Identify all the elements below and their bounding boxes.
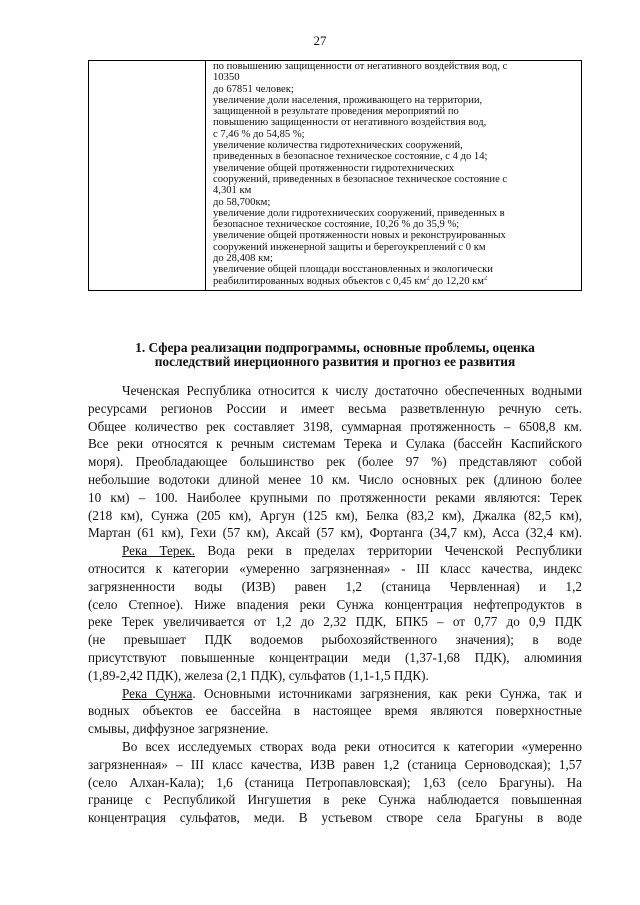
text-line: (1,89-2,42 ПДК), железа (2,1 ПДК), сульфатов (1,1-1,5 ПДК). (88, 667, 429, 683)
section-heading (88, 341, 582, 369)
section-heading-line: последствий инерционного развития и прогноз ее развития (154, 354, 516, 369)
indicators-table (88, 60, 582, 291)
table-line: до 58,700км; (213, 196, 271, 208)
superscript-2: 2 (484, 275, 488, 282)
superscript-2: 2 (426, 275, 430, 282)
final-line-text-a: реабилитированных водных объектов с 0,45 км (213, 275, 427, 287)
table-line: увеличение общей протяженности новых и реконструированных (213, 230, 506, 242)
text-line: моря). Преобладающее большинство рек (более 97 %) представляют собой (88, 454, 582, 470)
paragraph (88, 738, 582, 827)
table-line: безопасное техническое состояние, 10,26 % до 35,9 %; (213, 219, 460, 231)
text-line: Все реки относятся к речным системам Терека и Сулака (бассейн Каспийского (88, 436, 582, 452)
table-line: по повышению защищенности от негативного воздействия вод, с (213, 61, 508, 72)
section-heading-line: 1. Сфера реализации подпрограммы, основные проблемы, оценка (135, 340, 535, 355)
text-line: загрязненности воды (ИЗВ) равен 1,2 (станица Червленная) и 1,2 (88, 578, 582, 594)
table-cell-empty (89, 61, 206, 291)
text-line (88, 542, 582, 560)
text-line: Мартан (61 км), Гехи (57 км), Аксай (57 км), Фортанга (34,7 км), Асса (32,4 км). (88, 525, 582, 541)
table-line: сооружений инженерной защиты и берегоукреплений с 0 км (213, 241, 486, 253)
text-line: Во всех исследуемых створах вода реки относится к категории «умеренно (122, 738, 582, 754)
table-line: приведенных в безопасное техническое состояние, с 4 до 14; (213, 151, 488, 163)
text-line: 10 км) – 100. Наиболее крупными по протяженности реками являются: Терек (88, 489, 582, 505)
page-number: 27 (313, 33, 327, 48)
table-cell-indicators (206, 61, 582, 291)
text-line: Чеченская Республика относится к числу достаточно обеспеченных водными (122, 383, 582, 398)
text-line: относится к категории «умеренно загрязненная» - III класс качества, индекс (88, 560, 582, 576)
river-sunzha-label: Река Сунжа (122, 685, 193, 701)
paragraph-river-sunzha (88, 685, 582, 738)
text-line: концентрация сульфатов, меди. В устьевом створе села Брагуны в воде (88, 810, 582, 826)
text-line (88, 685, 582, 703)
text-fragment: Вода реки в пределах территории Чеченской Республики (195, 543, 582, 559)
table-line: 10350 (213, 72, 240, 84)
table-line: с 7,46 % до 54,85 %; (213, 128, 305, 140)
table-line: увеличение общей протяженности гидротехнических (213, 162, 455, 174)
table-line: 4,301 км (213, 185, 252, 197)
text-line: (218 км), Сунжа (205 км), Аргун (125 км), Белка (83,2 км), Джалка (82,5 км), (88, 507, 582, 523)
table-line: до 28,408 км; (213, 253, 273, 265)
text-line: загрязненная» – III класс качества, ИЗВ равен 1,2 (станица Серноводская); 1,57 (88, 756, 582, 772)
text-fragment: . Основными источниками загрязнения, как реки Сунжа, так и (192, 685, 582, 701)
text-line: (не превышает ПДК водоемов рыбохозяйственного значения); в воде (88, 632, 582, 648)
paragraph (88, 382, 582, 542)
table-line: повышению защищенности от негативного воздействия вод, (213, 117, 487, 129)
table-line: сооружений, приведенных в безопасное техническое состояние с (213, 173, 508, 185)
final-line-text-b: до 12,20 км (429, 275, 485, 287)
text-line: смывы, диффузное загрязнение. (88, 721, 269, 737)
text-line: ресурсами регионов России и имеет весьма разветвленную речную сеть. (88, 400, 582, 416)
text-line: границе с Республикой Ингушетия в реке Сунжа наблюдается повышенная (88, 792, 582, 808)
table-line-final (213, 276, 575, 287)
table-line: защищенной в результате проведения мероприятий по (213, 106, 459, 118)
text-line: реке Терек увеличивается от 1,2 до 2,32 ПДК, БПК5 – от 0,77 до 0,9 ПДК (88, 614, 582, 630)
table-row (89, 61, 582, 291)
table-line: до 67851 человек; (213, 83, 294, 95)
river-terek-label: Река Терек. (122, 543, 195, 559)
table-line: увеличение доли населения, проживающего на территории, (213, 94, 483, 106)
text-line: (село Алхан-Кала); 1,6 (станица Петропавловская); 1,63 (село Брагуны). На (88, 774, 582, 790)
text-line: присутствуют повышенные концентрации меди (1,37-1,68 ПДК), алюминия (88, 649, 582, 665)
text-line: Общее количество рек составляет 3198, суммарная протяженность – 6508,8 км. (88, 418, 582, 434)
table-line: увеличение количества гидротехнических сооружений, (213, 140, 463, 152)
paragraph-river-terek (88, 542, 582, 684)
body-text (88, 382, 582, 827)
table-line: увеличение общей площади восстановленных и экологически (213, 264, 493, 276)
text-line: небольшие водотоки длиной менее 10 км. Число основных рек (длиною более (88, 471, 582, 487)
text-line: водных объектов ее бассейна в настоящее время являются поверхностные (88, 703, 582, 719)
table-line: увеличение доли гидротехнических сооружений, приведенных в (213, 207, 505, 219)
text-line: (село Степное). Ниже впадения реки Сунжа концентрация нефтепродуктов в (88, 596, 582, 612)
